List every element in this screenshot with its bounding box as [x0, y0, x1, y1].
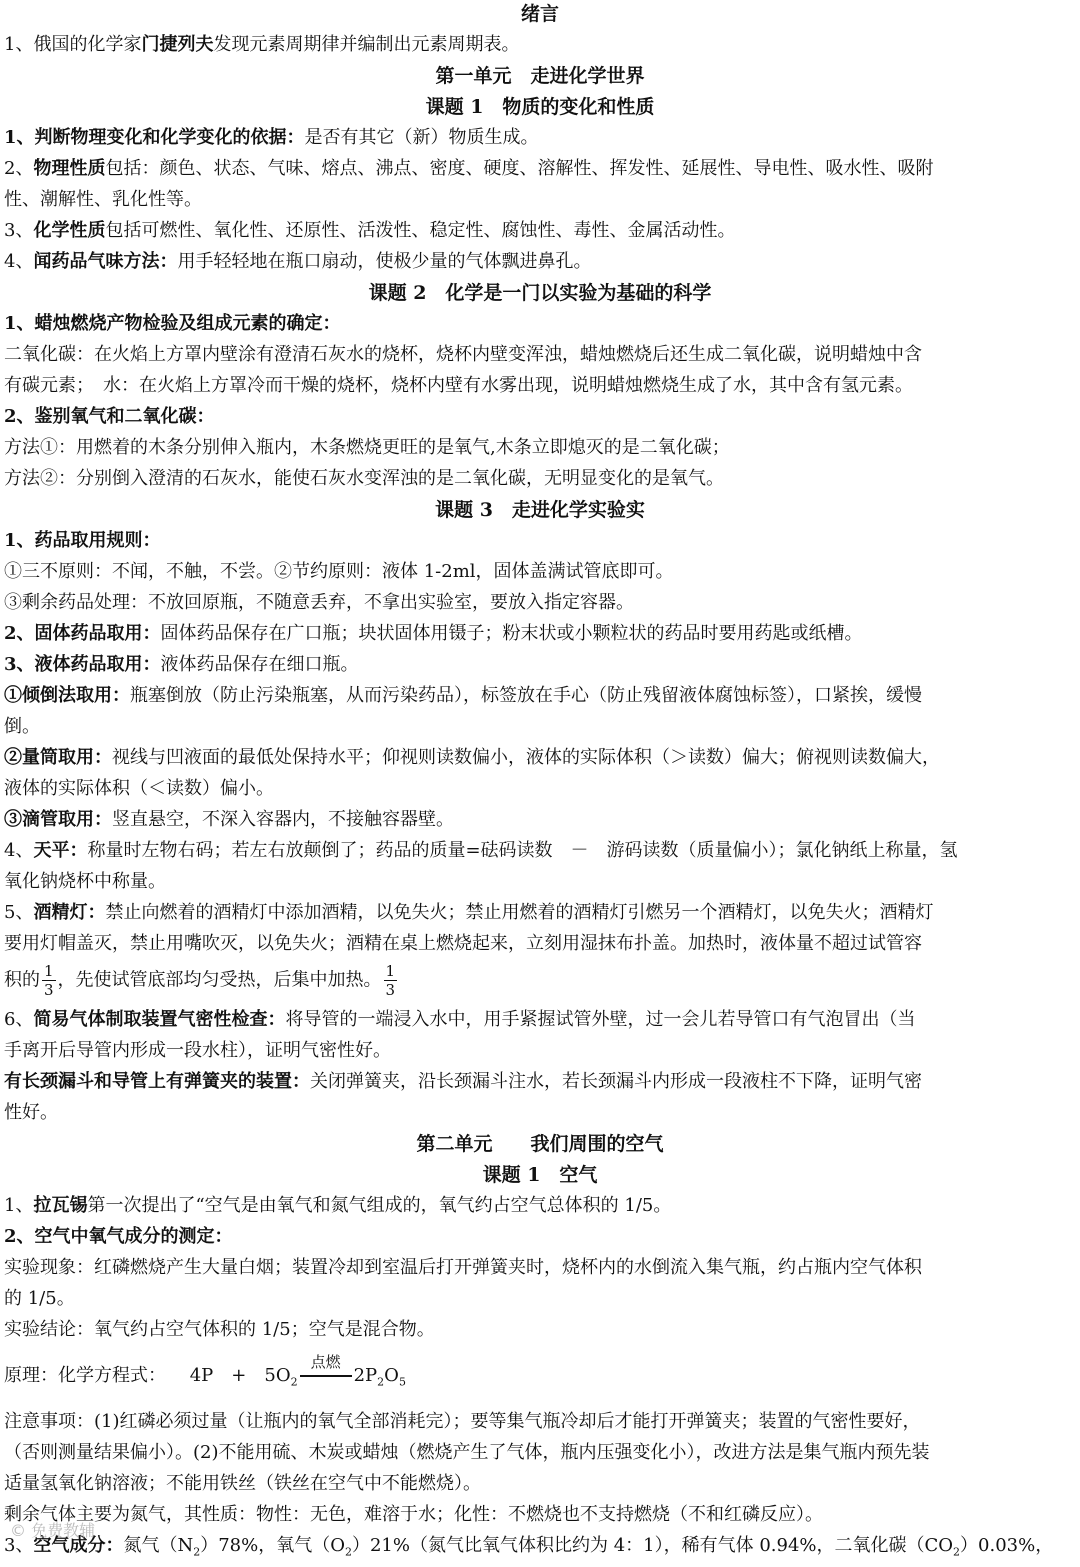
- u1t1-item2-cont: 性、潮解性、乳化性等。: [4, 189, 202, 210]
- u2t1-remaining-gas: 剩余气体主要为氮气，其性质：物性：无色，难溶于水；化性：不燃烧也不支持燃烧（不和红磷反应）。: [4, 1504, 823, 1525]
- u1t3-funnel: 有长颈漏斗和导管上有弹簧夹的装置：关闭弹簧夹，沿长颈漏斗注水，若长颈漏斗内形成一段液柱不下降，证明气密: [4, 1071, 922, 1092]
- u2t1-air-composition: 3、空气成分：氮气$(N_2)78\%$，氧气$(O_2)21\%$（氮气比氧气体积比约为 4：1），稀有气体 0.94%，二氧化碳$(CO_2)0.03\%$，: [4, 1535, 1054, 1559]
- u2t1-notes-cont2: 适量氢氧化钠溶液；不能用铁丝（铁丝在空气中不能燃烧）。: [4, 1473, 481, 1494]
- u1t3-pour-cont: 倒。: [4, 716, 40, 737]
- u1t3-rule1: ①三不原则：不闻，不触，不尝。②节约原则：液体 1-2ml，固体盖满试管底即可。: [4, 561, 674, 582]
- u2t1-phenomenon-cont: 的 1/5。: [4, 1288, 75, 1309]
- u2t1-notes: 注意事项：(1)红磷必须过量（让瓶内的氧气全部消耗完）；要等集气瓶冷却后才能打开弹簧夹；装置的气密性要好，: [4, 1411, 921, 1432]
- u1t1-item3: 3、化学性质包括可燃性、氧化性、还原性、活泼性、稳定性、腐蚀性、毒性、金属活动性。: [4, 220, 736, 241]
- u2t1-conclusion: 实验结论：氧气约占空气体积的 1/5；空气是混合物。: [4, 1319, 435, 1340]
- u1t2-title: 课题 2 化学是一门以实验为基础的科学: [368, 282, 712, 304]
- u1t3-funnel-cont: 性好。: [4, 1102, 58, 1123]
- u1t3-item1: 1、药品取用规则：: [4, 530, 161, 551]
- u1t3-pour: ①倾倒法取用：瓶塞倒放（防止污染瓶塞，从而污染药品），标签放在手心（防止残留液体腐蚀标签），口紧挨，缓慢: [4, 685, 922, 706]
- u2t1-equation-line: 原理：化学方程式： 4P + $5O_2$ 点燃 $2P_2O_5$: [4, 1353, 406, 1389]
- u2t1-item1: 1、拉瓦锡第一次提出了“空气是由氧气和氮气组成的，氧气约占空气总体积的 1/5。: [4, 1195, 672, 1216]
- u1t1-item2: 2、物理性质包括：颜色、状态、气味、熔点、沸点、密度、硬度、溶解性、挥发性、延展性、导电性、吸水性、吸附: [4, 158, 934, 179]
- fraction-one-third: $\frac{1}{3}$: [44, 962, 54, 999]
- u1t2-item2: 2、鉴别氧气和二氧化碳：: [4, 406, 215, 427]
- unit2-title: 第二单元 我们周围的空气: [416, 1133, 664, 1155]
- u1t2-co2-line: 二氧化碳：在火焰上方罩内壁涂有澄清石灰水的烧杯，烧杯内壁变浑浊，蜡烛燃烧后还生成二氧化碳，说明蜡烛中含: [4, 344, 922, 365]
- u1t1-item4: 4、闻药品气味方法：用手轻轻地在瓶口扇动，使极少量的气体飘进鼻孔。: [4, 251, 592, 272]
- reaction-arrow: 点燃: [300, 1362, 352, 1390]
- u1t1-title: 课题 1 物质的变化和性质: [425, 96, 655, 118]
- u1t3-lamp-cont: 要用灯帽盖灭，禁止用嘴吹灭，以免失火；酒精在桌上燃烧起来，立刻用湿抹布扑盖。加热时，液体量不超过试管容: [4, 933, 922, 954]
- scientist-name: 门捷列夫: [141, 34, 214, 55]
- u1t1-item1: 1、判断物理变化和化学变化的依据：是否有其它（新）物质生成。: [4, 127, 539, 148]
- heading-intro: 绪言: [520, 3, 559, 25]
- u1t3-dropper: ③滴管取用：竖直悬空，不深入容器内，不接触容器壁。: [4, 809, 454, 830]
- equation: 4P + $5O_2$ 点燃 $2P_2O_5$: [189, 1353, 406, 1389]
- u1t2-method1: 方法①：用燃着的木条分别伸入瓶内，木条燃烧更旺的是氧气,木条立即熄灭的是二氧化碳；: [4, 437, 730, 458]
- u1t3-rule2: ③剩余药品处理：不放回原瓶，不随意丢弃，不拿出实验室，要放入指定容器。: [4, 592, 634, 613]
- u1t3-cylinder: ②量筒取用：视线与凹液面的最低处保持水平；仰视则读数偏小，液体的实际体积（＞读数）偏大；俯视则读数偏大，: [4, 747, 940, 768]
- u1t3-airtight-cont: 手离开后导管内形成一段水柱），证明气密性好。: [4, 1040, 391, 1061]
- u1t2-method2: 方法②：分别倒入澄清的石灰水，能使石灰水变浑浊的是二氧化碳，无明显变化的是氧气。: [4, 468, 724, 489]
- u1t3-item3: 3、液体药品取用：液体药品保存在细口瓶。: [4, 654, 359, 675]
- u2t1-title: 课题 1 空气: [482, 1164, 598, 1186]
- u1t3-lamp-fraction-line: 积的 $\frac{1}{3}$ ，先使试管底部均匀受热，后集中加热。 $\frac{1}{3}$: [4, 962, 396, 999]
- intro-line: 1、俄国的化学家门捷列夫发现元素周期律并编制出元素周期表。: [4, 34, 520, 55]
- unit1-title: 第一单元 走进化学世界: [435, 65, 645, 87]
- u1t3-balance: 4、天平：称量时左物右码；若左右放颠倒了；药品的质量=砝码读数 － 游码读数（质量偏小）；氯化钠纸上称量，氢: [4, 840, 958, 861]
- u1t3-title: 课题 3 走进化学实验实: [435, 499, 645, 521]
- u1t3-cylinder-cont: 液体的实际体积（＜读数）偏小。: [4, 778, 274, 799]
- u1t2-water-line: 有碳元素； 水：在火焰上方罩冷而干燥的烧杯，烧杯内壁有水雾出现，说明蜡烛燃烧生成了水，其中含有氢元素。: [4, 375, 913, 396]
- u2t1-notes-cont1: （否则测量结果偏小）。(2)不能用硫、木炭或蜡烛（燃烧产生了气体，瓶内压强变化小），改进方法是集气瓶内预先装: [4, 1442, 930, 1463]
- u2t1-phenomenon: 实验现象：红磷燃烧产生大量白烟；装置冷却到室温后打开弹簧夹时，烧杯内的水倒流入集气瓶，约占瓶内空气体积: [4, 1257, 922, 1278]
- fraction-one-third-2: $\frac{1}{3}$: [385, 962, 396, 999]
- watermark: © 免费教辅: [10, 1521, 96, 1540]
- u2t1-item2: 2、空气中氧气成分的测定：: [4, 1226, 233, 1247]
- u1t3-balance-cont: 氧化钠烧杯中称量。: [4, 871, 166, 892]
- u1t3-lamp: 5、酒精灯：禁止向燃着的酒精灯中添加酒精，以免失火；禁止用燃着的酒精灯引燃另一个酒精灯，以免失火；酒精灯: [4, 902, 934, 923]
- u1t3-airtight: 6、简易气体制取装置气密性检查：将导管的一端浸入水中，用手紧握试管外壁，过一会儿若导管口有气泡冒出（当: [4, 1009, 916, 1030]
- u1t3-item2: 2、固体药品取用：固体药品保存在广口瓶；块状固体用镊子；粉末状或小颗粒状的药品时要用药匙或纸槽。: [4, 623, 863, 644]
- u1t2-item1: 1、蜡烛燃烧产物检验及组成元素的确定：: [4, 313, 341, 334]
